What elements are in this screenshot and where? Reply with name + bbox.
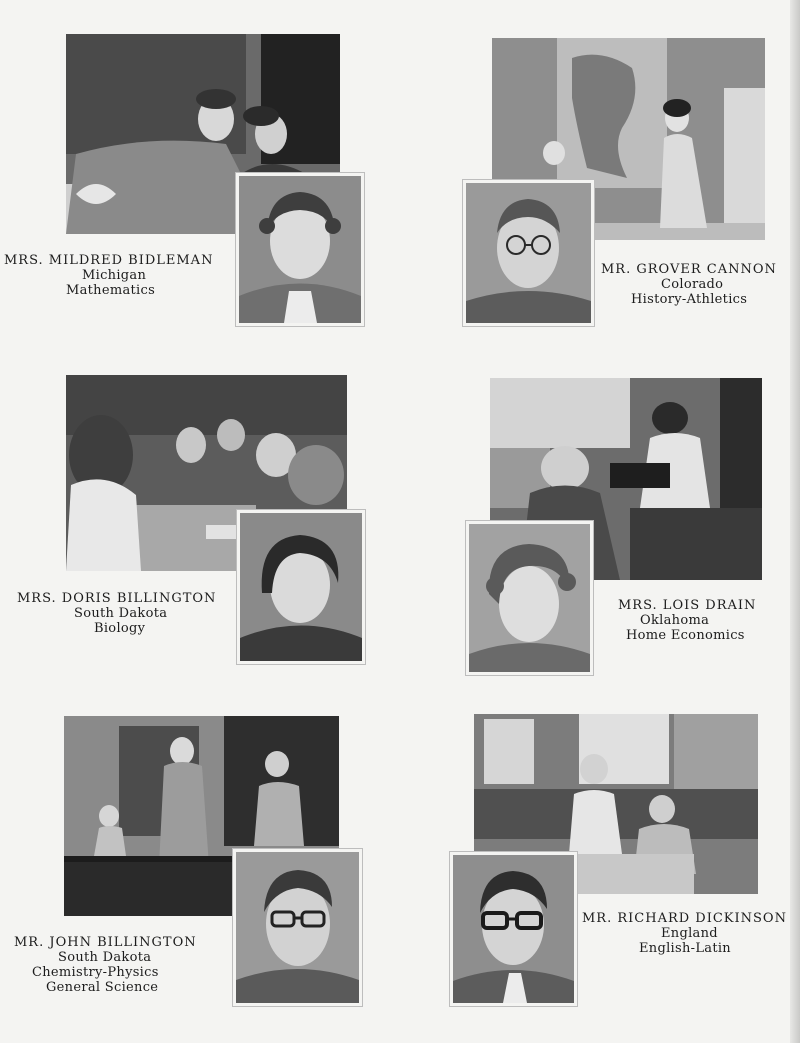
teacher-subject: Home Economics (626, 628, 745, 643)
caption-dickinson (582, 911, 787, 956)
teacher-state: England (661, 926, 718, 941)
teacher-state: Colorado (661, 277, 724, 292)
teacher-subject: Mathematics (66, 283, 156, 298)
teacher-state: Oklahoma (640, 613, 710, 628)
teacher-name: MR. GROVER CANNON (601, 262, 777, 277)
portrait-john-billington (233, 849, 362, 1006)
portrait-dickinson (450, 852, 577, 1006)
teacher-subject: General Science (46, 980, 159, 995)
caption-bidleman (4, 253, 213, 298)
portrait-drain (466, 521, 593, 675)
teacher-subject: English-Latin (639, 941, 731, 956)
portrait-cannon (463, 180, 594, 326)
teacher-name: MRS. MILDRED BIDLEMAN (4, 253, 214, 268)
caption-john-billington (14, 935, 197, 995)
teacher-subject: Chemistry-Physics (32, 965, 159, 980)
teacher-state: Michigan (82, 268, 147, 283)
teacher-name: MRS. LOIS DRAIN (618, 598, 757, 613)
teacher-subject: History-Athletics (631, 292, 748, 307)
teacher-subject: Biology (94, 621, 146, 636)
caption-drain (618, 598, 756, 643)
caption-doris-billington (17, 591, 216, 636)
page-edge (790, 0, 800, 1043)
portrait-bidleman (236, 173, 364, 326)
teacher-state: South Dakota (58, 950, 152, 965)
teacher-state: South Dakota (74, 606, 168, 621)
teacher-name: MRS. DORIS BILLINGTON (17, 591, 217, 606)
portrait-doris-billington (237, 510, 365, 664)
teacher-name: MR. RICHARD DICKINSON (582, 911, 787, 926)
teacher-name: MR. JOHN BILLINGTON (14, 935, 197, 950)
caption-cannon (601, 262, 777, 307)
